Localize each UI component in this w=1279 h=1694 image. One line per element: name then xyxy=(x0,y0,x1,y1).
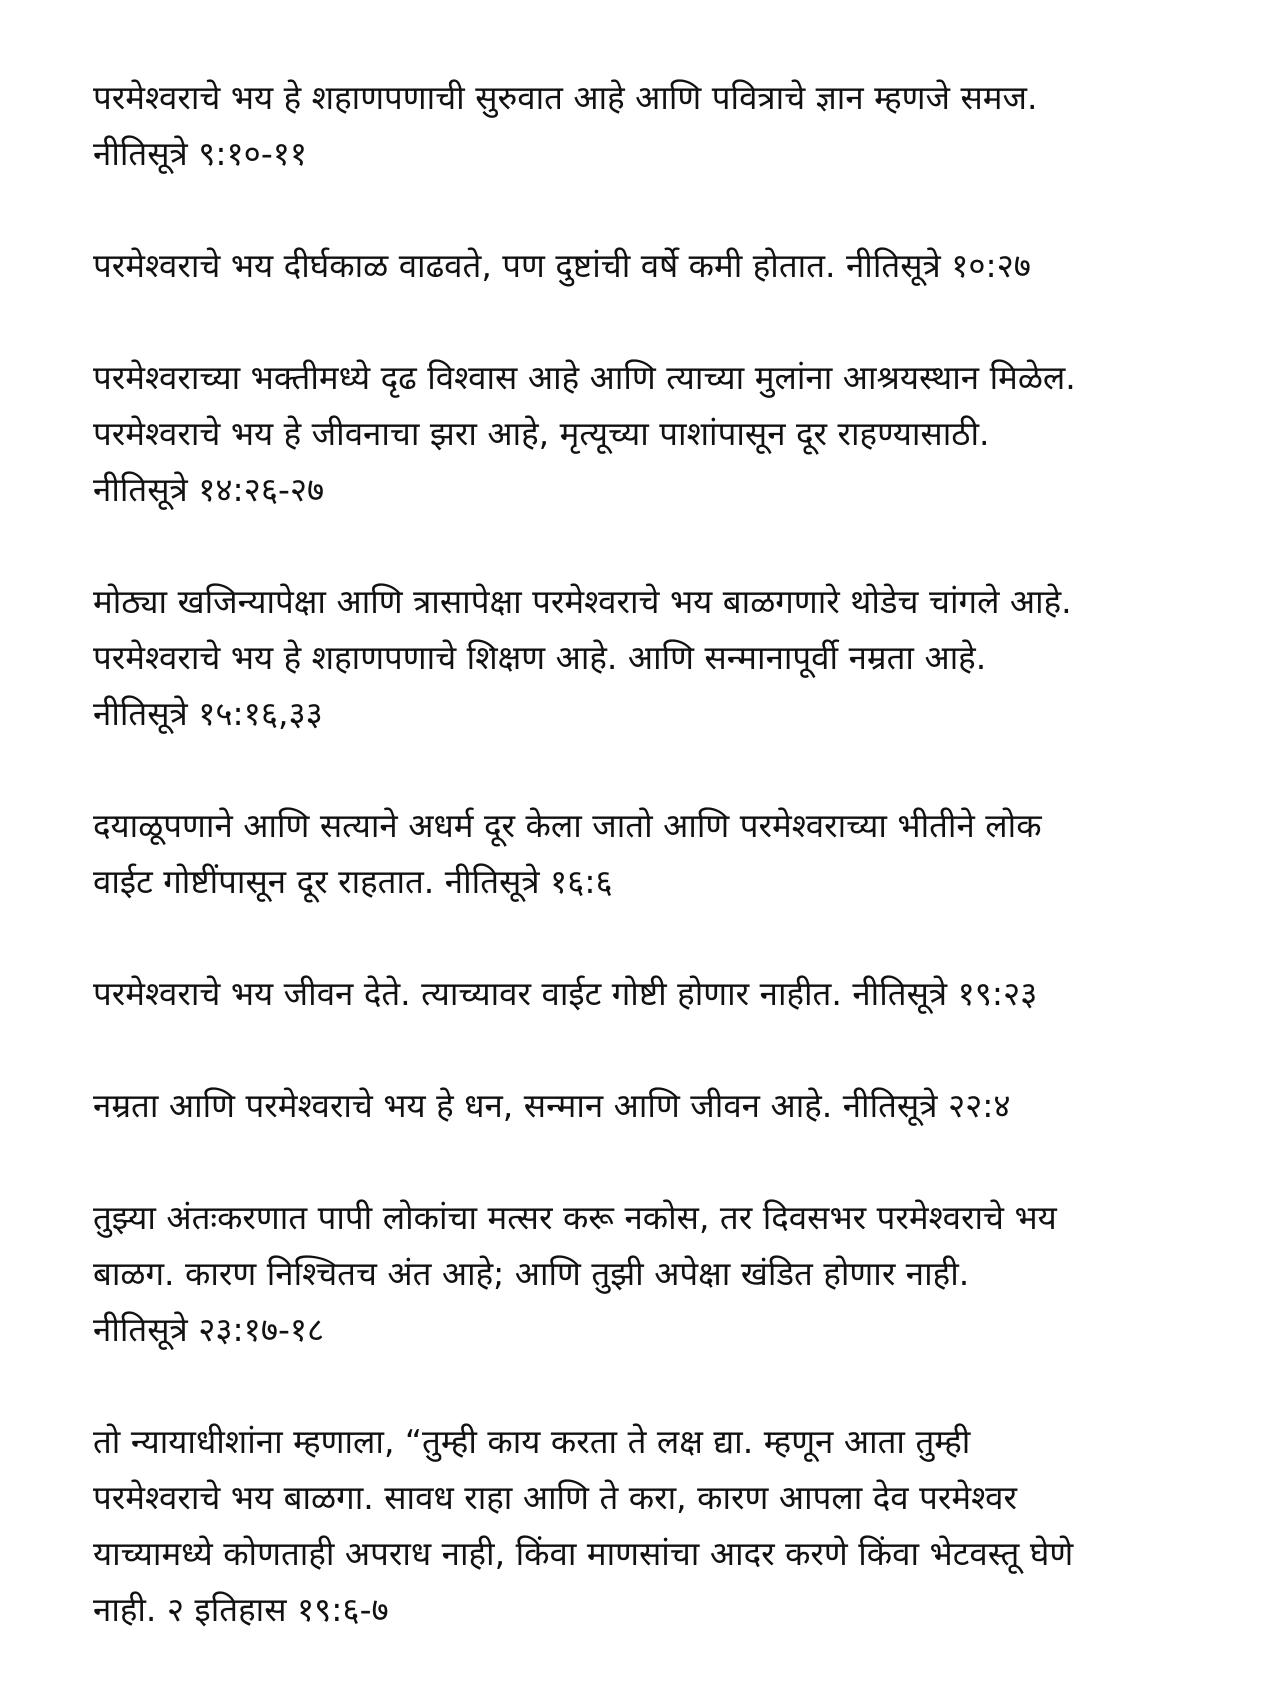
verse-line: बाळग. कारण निश्चितच अंत आहे; आणि तुझी अपेक्षा खंडित होणार नाही. xyxy=(93,1254,970,1293)
verse-paragraph xyxy=(93,574,1213,742)
verse-paragraph xyxy=(93,70,1213,182)
verse-paragraph xyxy=(93,1190,1213,1358)
verse-line: परमेश्वराचे भय हे शहाणपणाची सुरुवात आहे आणि पवित्राचे ज्ञान म्हणजे समज. xyxy=(93,78,1038,117)
verse-line: परमेश्वराचे भय हे शहाणपणाचे शिक्षण आहे. आणि सन्मानापूर्वी नम्रता आहे. xyxy=(93,638,987,677)
verse-line: नीतिसूत्रे ९:१०-११ xyxy=(93,134,308,173)
verse-line: परमेश्वराचे भय हे जीवनाचा झरा आहे, मृत्यूच्या पाशांपासून दूर राहण्यासाठी. xyxy=(93,414,990,453)
verse-line: नीतिसूत्रे १५:१६,३३ xyxy=(93,694,323,733)
verse-line: याच्यामध्ये कोणताही अपराध नाही, किंवा माणसांचा आदर करणे किंवा भेटवस्तू घेणे xyxy=(93,1534,1074,1573)
verse-line: दयाळूपणाने आणि सत्याने अधर्म दूर केला जातो आणि परमेश्वराच्या भीतीने लोक xyxy=(93,806,1042,845)
verse-paragraph xyxy=(93,350,1213,518)
verse-line: तो न्यायाधीशांना म्हणाला, “तुम्ही काय करता ते लक्ष द्या. म्हणून आता तुम्ही xyxy=(93,1422,971,1461)
verse-paragraph xyxy=(93,798,1213,910)
verse-line: नीतिसूत्रे १४:२६-२७ xyxy=(93,470,325,509)
verse-line: मोठ्या खजिन्यापेक्षा आणि त्रासापेक्षा परमेश्वराचे भय बाळगणारे थोडेच चांगले आहे. xyxy=(93,582,1072,621)
verse-line: नम्रता आणि परमेश्वराचे भय हे धन, सन्मान आणि जीवन आहे. नीतिसूत्रे २२:४ xyxy=(93,1086,1011,1125)
verse-line: परमेश्वराचे भय दीर्घकाळ वाढवते, पण दुष्टांची वर्षे कमी होतात. नीतिसूत्रे १०:२७ xyxy=(93,246,1031,285)
verse-line: वाईट गोष्टींपासून दूर राहतात. नीतिसूत्रे १६:६ xyxy=(93,862,613,901)
verse-line: परमेश्वराच्या भक्तीमध्ये दृढ विश्वास आहे आणि त्याच्या मुलांना आश्रयस्थान मिळेल. xyxy=(93,358,1076,397)
verse-paragraph xyxy=(93,1078,1213,1134)
verse-line: परमेश्वराचे भय बाळगा. सावध राहा आणि ते करा, कारण आपला देव परमेश्वर xyxy=(93,1478,1017,1517)
verse-line: तुझ्या अंतःकरणात पापी लोकांचा मत्सर करू नकोस, तर दिवसभर परमेश्वराचे भय xyxy=(93,1198,1057,1237)
verse-paragraph xyxy=(93,966,1213,1022)
verse-paragraph xyxy=(93,238,1213,294)
verse-line: नाही. २ इतिहास १९:६-७ xyxy=(93,1590,389,1629)
verse-line: परमेश्वराचे भय जीवन देते. त्याच्यावर वाईट गोष्टी होणार नाहीत. नीतिसूत्रे १९:२३ xyxy=(93,974,1038,1013)
verse-paragraph xyxy=(93,1414,1213,1638)
document-page xyxy=(93,70,1213,1694)
verse-line: नीतिसूत्रे २३:१७-१८ xyxy=(93,1310,325,1349)
